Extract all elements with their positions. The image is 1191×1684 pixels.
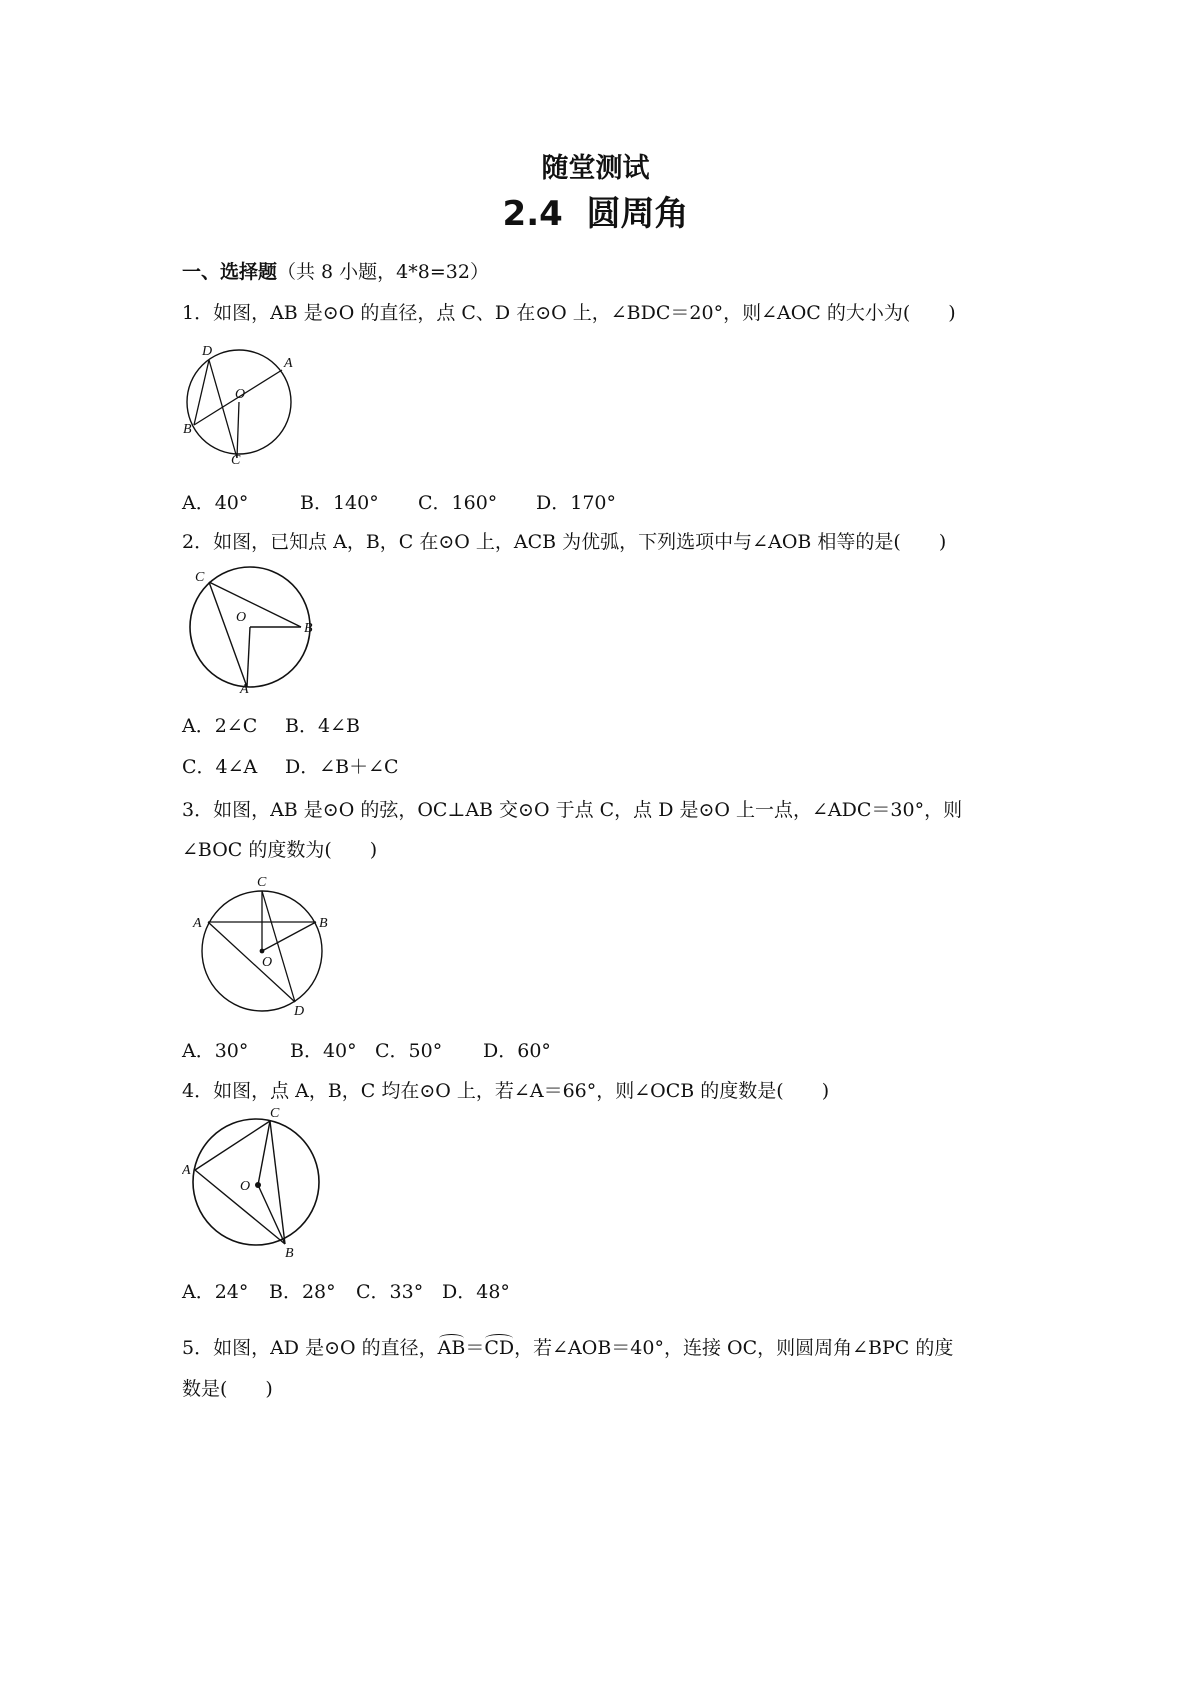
q4-label-b: B: [285, 1246, 294, 1257]
q3-label-d: D: [294, 1004, 305, 1017]
q3-chord-cd: [262, 891, 295, 1002]
section-label: 一、选择题: [182, 261, 278, 283]
q1-label-c: C: [231, 453, 241, 465]
q4-circle: [193, 1119, 319, 1245]
question-2-options-row2: [182, 752, 399, 779]
page-title: 随堂测试: [541, 153, 650, 184]
q4-chord-cb: [270, 1121, 285, 1244]
q3-chord-ad: [208, 922, 295, 1002]
q3-option-a[interactable]: A．30°: [182, 1040, 249, 1062]
q4-chord-ac: [195, 1121, 270, 1170]
question-1-text: 1．如图，AB 是⊙O 的直径，点 C、D 在⊙O 上，∠BDC＝20°，则∠AOC 的大小为( ): [182, 302, 956, 324]
question-5-text-line1: [182, 1333, 953, 1360]
q3-center-dot: [260, 949, 265, 954]
section-heading: [182, 257, 489, 284]
q1-option-c[interactable]: C．160°: [418, 492, 498, 514]
q1-option-b[interactable]: B．140°: [300, 492, 379, 514]
q4-option-c[interactable]: C．33°: [356, 1281, 424, 1303]
q1-option-d[interactable]: D．170°: [536, 492, 616, 514]
q5-equals: ＝: [465, 1337, 485, 1359]
q3-option-c[interactable]: C．50°: [375, 1040, 443, 1062]
q2-label-b: B: [304, 621, 313, 636]
q1-chord-dc: [209, 360, 237, 458]
q5-text-post: ，若∠AOB＝40°，连接 OC，则圆周角∠BPC 的度: [514, 1337, 954, 1359]
q1-label-a: A: [284, 356, 293, 371]
q2-radius-oa: [247, 627, 250, 687]
q3-label-o: O: [262, 955, 273, 970]
q5-arc-ab: AB: [437, 1337, 466, 1359]
q2-label-o: O: [236, 610, 247, 625]
subtitle-text: 圆周角: [586, 194, 689, 234]
q1-label-b: B: [183, 422, 192, 437]
q4-label-a: A: [182, 1163, 191, 1178]
question-1-options: [182, 488, 616, 515]
q2-option-d[interactable]: D．∠B＋∠C: [285, 756, 399, 778]
q2-option-c[interactable]: C．4∠A: [182, 756, 258, 778]
q4-label-c: C: [270, 1107, 280, 1121]
question-3-text-line1: 3．如图，AB 是⊙O 的弦，OC⊥AB 交⊙O 于点 C，点 D 是⊙O 上一点，∠ADC＝30°，则: [182, 799, 963, 821]
q1-chord-db: [194, 360, 209, 425]
q2-option-a[interactable]: A．2∠C: [182, 715, 258, 737]
question-1-figure: [182, 340, 302, 465]
q5-arc-cd: CD: [484, 1337, 515, 1359]
q3-label-b: B: [319, 916, 328, 931]
q3-option-b[interactable]: B．40°: [290, 1040, 357, 1062]
question-5-text-line2: 数是( ): [182, 1378, 273, 1400]
q1-radius-oc: [237, 402, 239, 458]
q3-option-d[interactable]: D．60°: [483, 1040, 551, 1062]
question-2-text: 2．如图，已知点 A，B，C 在⊙O 上，ACB 为优弧，下列选项中与∠AOB 相等的是( ): [182, 531, 947, 553]
section-detail: （共 8 小题，4*8=32）: [277, 261, 489, 283]
question-2-options-row1: [182, 711, 360, 738]
q1-label-o: O: [235, 387, 246, 402]
q4-option-d[interactable]: D．48°: [442, 1281, 510, 1303]
q4-radius-oc: [258, 1121, 270, 1185]
q1-label-d: D: [202, 344, 213, 359]
q2-label-c: C: [195, 570, 205, 585]
q3-label-a: A: [193, 916, 202, 931]
q4-label-o: O: [240, 1179, 251, 1194]
question-2-figure: [182, 562, 332, 697]
q4-center-dot: [255, 1182, 261, 1188]
q4-option-a[interactable]: A．24°: [182, 1281, 249, 1303]
question-4-options: [182, 1277, 510, 1304]
subtitle-number: 2.4: [502, 194, 563, 234]
q3-label-c: C: [257, 875, 267, 890]
q1-option-a[interactable]: A．40°: [182, 492, 249, 514]
question-4-figure: [182, 1107, 332, 1257]
question-3-figure: [182, 872, 342, 1017]
q3-radius-ob: [262, 922, 316, 951]
page-subtitle: [0, 186, 1191, 235]
question-3-options: [182, 1036, 551, 1063]
question-4-text: 4．如图，点 A，B，C 均在⊙O 上，若∠A＝66°，则∠OCB 的度数是( ): [182, 1080, 830, 1102]
q4-option-b[interactable]: B．28°: [269, 1281, 336, 1303]
q2-option-b[interactable]: B．4∠B: [285, 715, 360, 737]
q5-text-pre: 5．如图，AD 是⊙O 的直径，: [182, 1337, 438, 1359]
question-3-text-line2: ∠BOC 的度数为( ): [182, 839, 378, 861]
q2-label-a: A: [240, 682, 249, 697]
